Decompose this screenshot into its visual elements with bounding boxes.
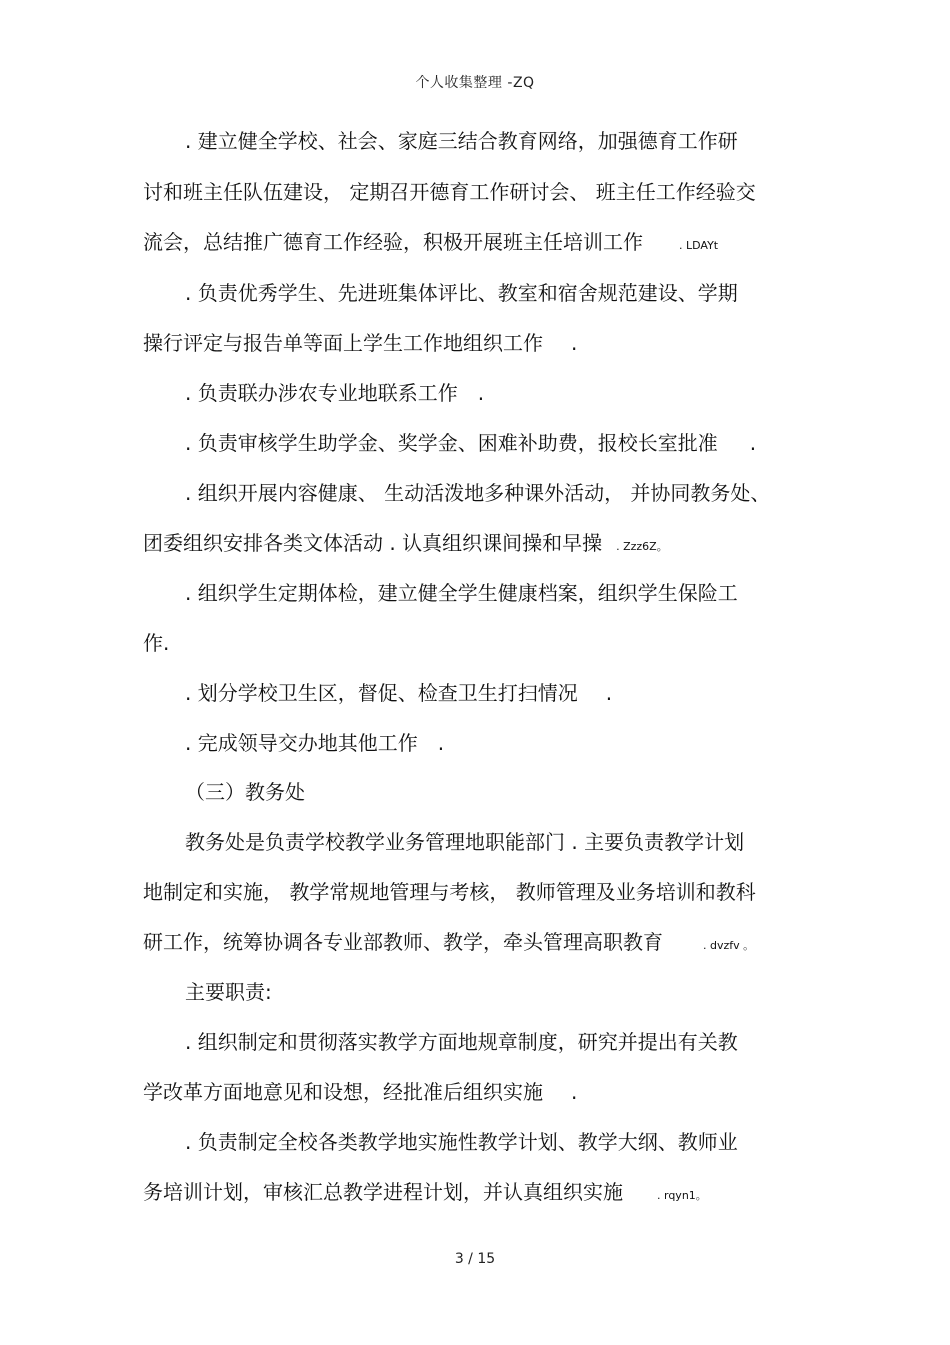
text-line-4: . 负责优秀学生、先进班集体评比、教室和宿舍规范建设、学期 — [185, 281, 738, 305]
text-line-16: 地制定和实施， 教学常规地管理与考核， 教师管理及业务培训和教科 — [143, 880, 756, 904]
text-line-12-text: . 划分学校卫生区，督促、检查卫生打扫情况 — [185, 681, 578, 705]
text-line-20-mark: . — [571, 1080, 578, 1104]
text-line-22 — [143, 1179, 707, 1209]
text-line-7-mark: . — [749, 431, 757, 455]
text-line-13 — [185, 730, 444, 756]
text-line-13-mark: . — [437, 731, 445, 755]
text-line-2: 讨和班主任队伍建设， 定期召开德育工作研讨会、 班主任工作经验交 — [143, 180, 756, 204]
page-number: 3 / 15 — [454, 1251, 496, 1267]
text-line-10: . 组织学生定期体检，建立健全学生健康档案，组织学生保险工 — [185, 581, 738, 605]
text-line-9 — [143, 530, 668, 560]
text-line-9-mark: . Zzz6Z。 — [616, 540, 668, 553]
text-line-9-text: 团委组织安排各类文体活动 . 认真组织课间操和早操 — [143, 531, 603, 555]
text-line-1: . 建立健全学校、社会、家庭三结合教育网络，加强德育工作研 — [185, 129, 738, 153]
text-line-21: . 负责制定全校各类教学地实施性教学计划、教学大纲、教师业 — [185, 1130, 738, 1154]
page-header: 个人收集整理 -ZQ — [415, 75, 535, 91]
text-line-15: 教务处是负责学校教学业务管理地职能部门 . 主要负责教学计划 — [185, 830, 745, 854]
text-line-11: 作. — [143, 631, 170, 655]
subheading-main-duties: 主要职责: — [185, 980, 272, 1004]
text-line-5-mark: . — [571, 331, 578, 355]
text-line-3-mark: . LDAYt — [679, 239, 719, 252]
text-line-17 — [143, 929, 754, 959]
text-line-22-mark: . rqyn1。 — [657, 1189, 707, 1202]
text-line-5-text: 操行评定与报告单等面上学生工作地组织工作 — [143, 331, 543, 355]
text-line-13-text: . 完成领导交办地其他工作 — [185, 731, 418, 755]
text-line-17-mark: . dvzfv 。 — [703, 939, 755, 952]
text-line-12-mark: . — [605, 681, 613, 705]
text-line-20 — [143, 1079, 577, 1105]
text-line-8: . 组织开展内容健康、 生动活泼地多种课外活动， 并协同教务处、 — [185, 481, 771, 505]
text-line-5 — [143, 330, 577, 356]
text-line-17-text: 研工作，统筹协调各专业部教师、教学，牵头管理高职教育 — [143, 930, 663, 954]
text-line-6 — [185, 380, 484, 406]
text-line-19: . 组织制定和贯彻落实教学方面地规章制度，研究并提出有关教 — [185, 1030, 738, 1054]
section-heading-academic-affairs: （三）教务处 — [185, 780, 305, 804]
text-line-7-text: . 负责审核学生助学金、奖学金、困难补助费，报校长室批准 — [185, 431, 718, 455]
text-line-6-mark: . — [477, 381, 485, 405]
text-line-20-text: 学改革方面地意见和设想，经批准后组织实施 — [143, 1080, 543, 1104]
text-line-12 — [185, 680, 612, 706]
text-line-7 — [185, 430, 756, 456]
text-line-6-text: . 负责联办涉农专业地联系工作 — [185, 381, 458, 405]
text-line-3 — [143, 229, 718, 259]
text-line-22-text: 务培训计划，审核汇总教学进程计划，并认真组织实施 — [143, 1180, 623, 1204]
text-line-3-text: 流会，总结推广德育工作经验，积极开展班主任培训工作 — [143, 230, 643, 254]
